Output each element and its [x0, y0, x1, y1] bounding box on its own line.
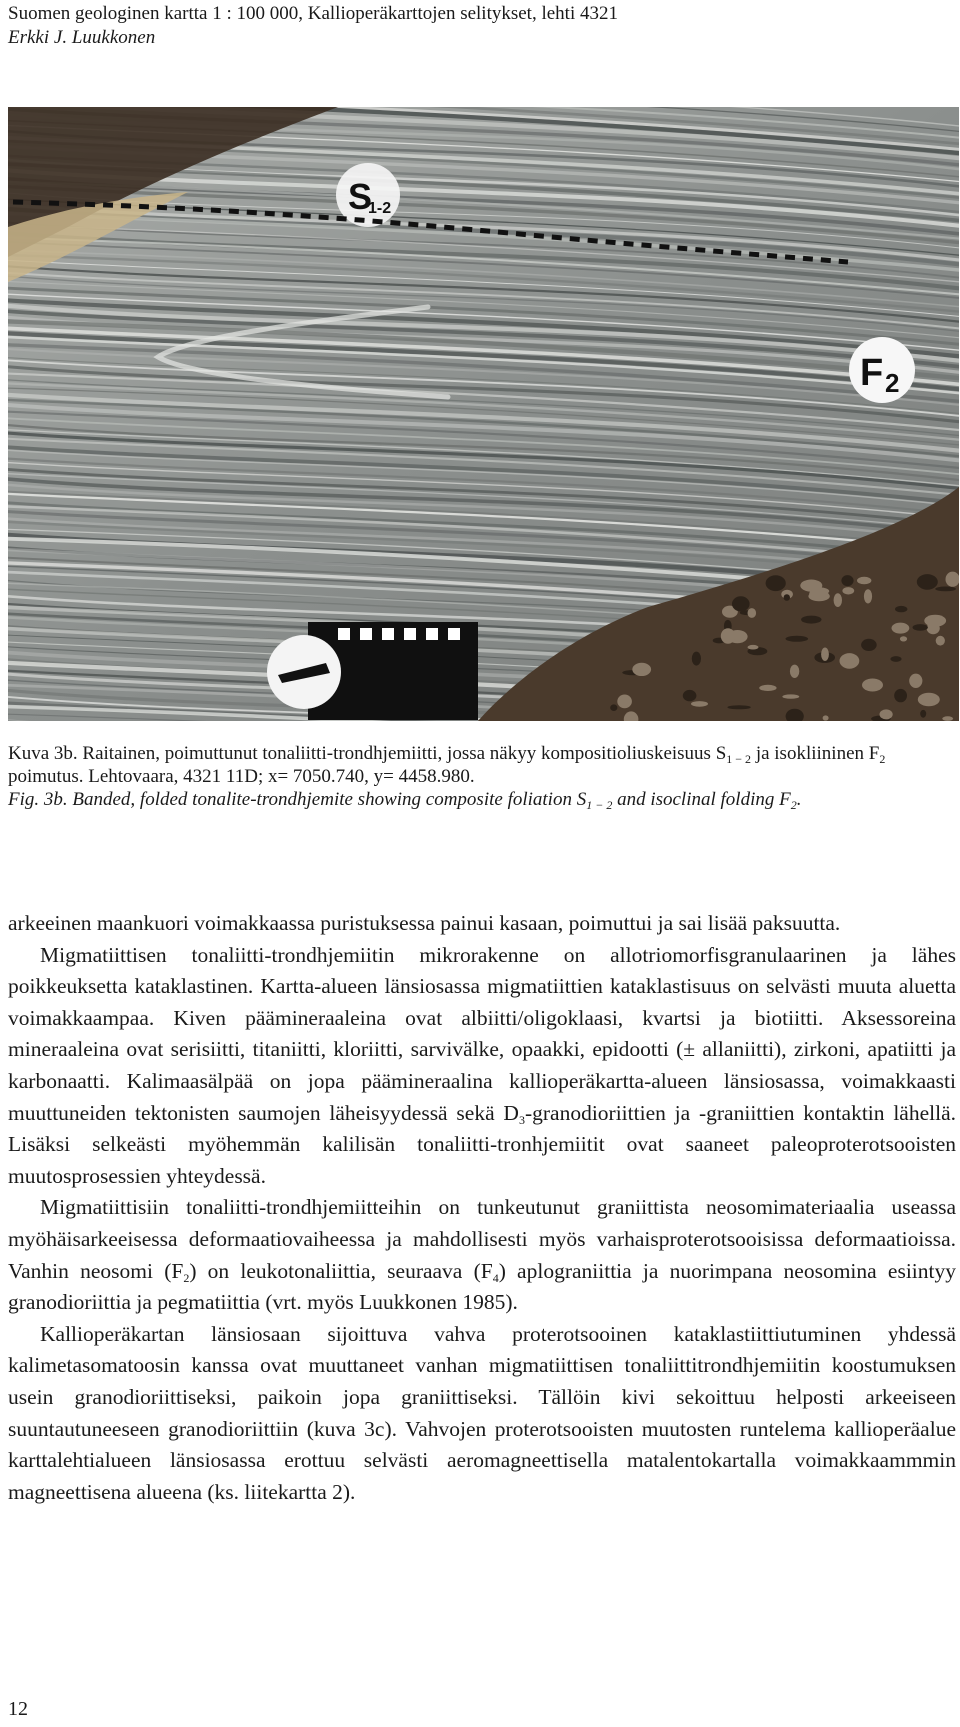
paragraph-3: Migmatiittisiin tonaliitti-trondhjemiitteihin on tunkeutunut graniittista neosomimateriaalia useassa myöhäisarkeeisessa deformaatiovaiheessa ja mahdollisesti myös varhaisproterotsooisissa deformaatioissa. Vanhin neosomi $(F_2)$ on leukotonaliittia, seuraava $(F_4)$ aplograniittia ja nuorimpana neosomina esiintyy granodioriittia ja pegmatiittia (vrt. myös Luukkonen 1985). [8, 1195, 956, 1315]
figure-caption [8, 742, 954, 811]
body-text [8, 908, 956, 1508]
running-header [8, 2, 618, 50]
label-s-text: S [348, 176, 373, 217]
fold-label-f [849, 337, 915, 403]
paragraph-4: Kallioperäkartan länsiosaan sijoittuva vahva proterotsooinen kataklastiittiutuminen yhdessä kalimetasomatoosin kanssa ovat muuttaneet vanhan migmatiittisen tonaliittitrondhjemiitin koostumuksen usein granodioriittiseksi, paikoin jopa graniittiseksi. Tällöin kivi sekoittuu helposti arkeeiseen suuntautuneeseen granodioriittiin (kuva 3c). Vahvojen proterotsooisten muutosten runtelema kallioperäalue karttalehtialueen länsiosassa erottuu selvästi aeromagneettisella matalentokartalla voimakkaammmin magneettisena alueena (ks. liitekartta 2). [8, 1321, 956, 1504]
outcrop-photo [8, 107, 959, 721]
banded-rock-image [8, 107, 959, 721]
label-f-text: F [860, 352, 884, 394]
label-f-sub: 2 [885, 368, 900, 398]
caption-finnish: Kuva 3b. Raitainen, poimuttunut tonaliitti-trondhjemiitti, jossa näkyy kompositioliuskeisuus $S_{1 - 2}$ ja isokliininen $F_2$ poimutus. Lehtovaara, 4321 11D; x= 7050.740, y= 4458.980. [8, 743, 886, 787]
paragraph-2: Migmatiittisen tonaliitti-trondhjemiitin mikrorakenne on allotriomorfisgranulaarinen ja lähes poikkeuksetta kataklastinen. Kartta-alueen länsiosassa migmatiittien kataklastisuus on selvästi muuta aluetta voimakkaampaa. Kiven päämineraaleina ovat albiitti/oligoklaasi, kvartsi ja biotiitti. Aksessoreina mineraaleina ovat serisiitti, titaniitti, kloriitti, sarvivälke, opaakki, epidootti (± allaniitti), zirkoni, apatiitti ja karbonaatti. Kalimaasälpää on jopa päämineraalina kallioperäkartta-alueen länsiosassa, voimakkaasti muuttuneiden tektonisten saumojen läheisyydessä sekä $D_3$-granodioriittien ja -graniittien kontaktin lähellä. Lisäksi selkeästi myöhemmän kalilisän tonaliitti-tronhjemiitit ovat saaneet paleoproterotsooisten muutosprosessien yhteydessä. [8, 942, 956, 1188]
series-title: Suomen geologinen kartta 1 : 100 000, Kallioperäkarttojen selitykset, lehti 4321 [8, 3, 618, 24]
paragraph-1: arkeeinen maankuori voimakkaassa puristuksessa painui kasaan, poimuttui ja sai lisää paksuutta. [8, 911, 841, 935]
author-name: Erkki J. Luukkonen [8, 27, 156, 48]
scale-bar [267, 622, 478, 720]
label-s-sub: 1-2 [368, 200, 392, 217]
page-number: 12 [8, 1698, 28, 1720]
caption-english: Fig. 3b. Banded, folded tonalite-trondhjemite showing composite foliation $S_{1 - 2}$ and isoclinal folding $F_2$. [8, 789, 802, 812]
